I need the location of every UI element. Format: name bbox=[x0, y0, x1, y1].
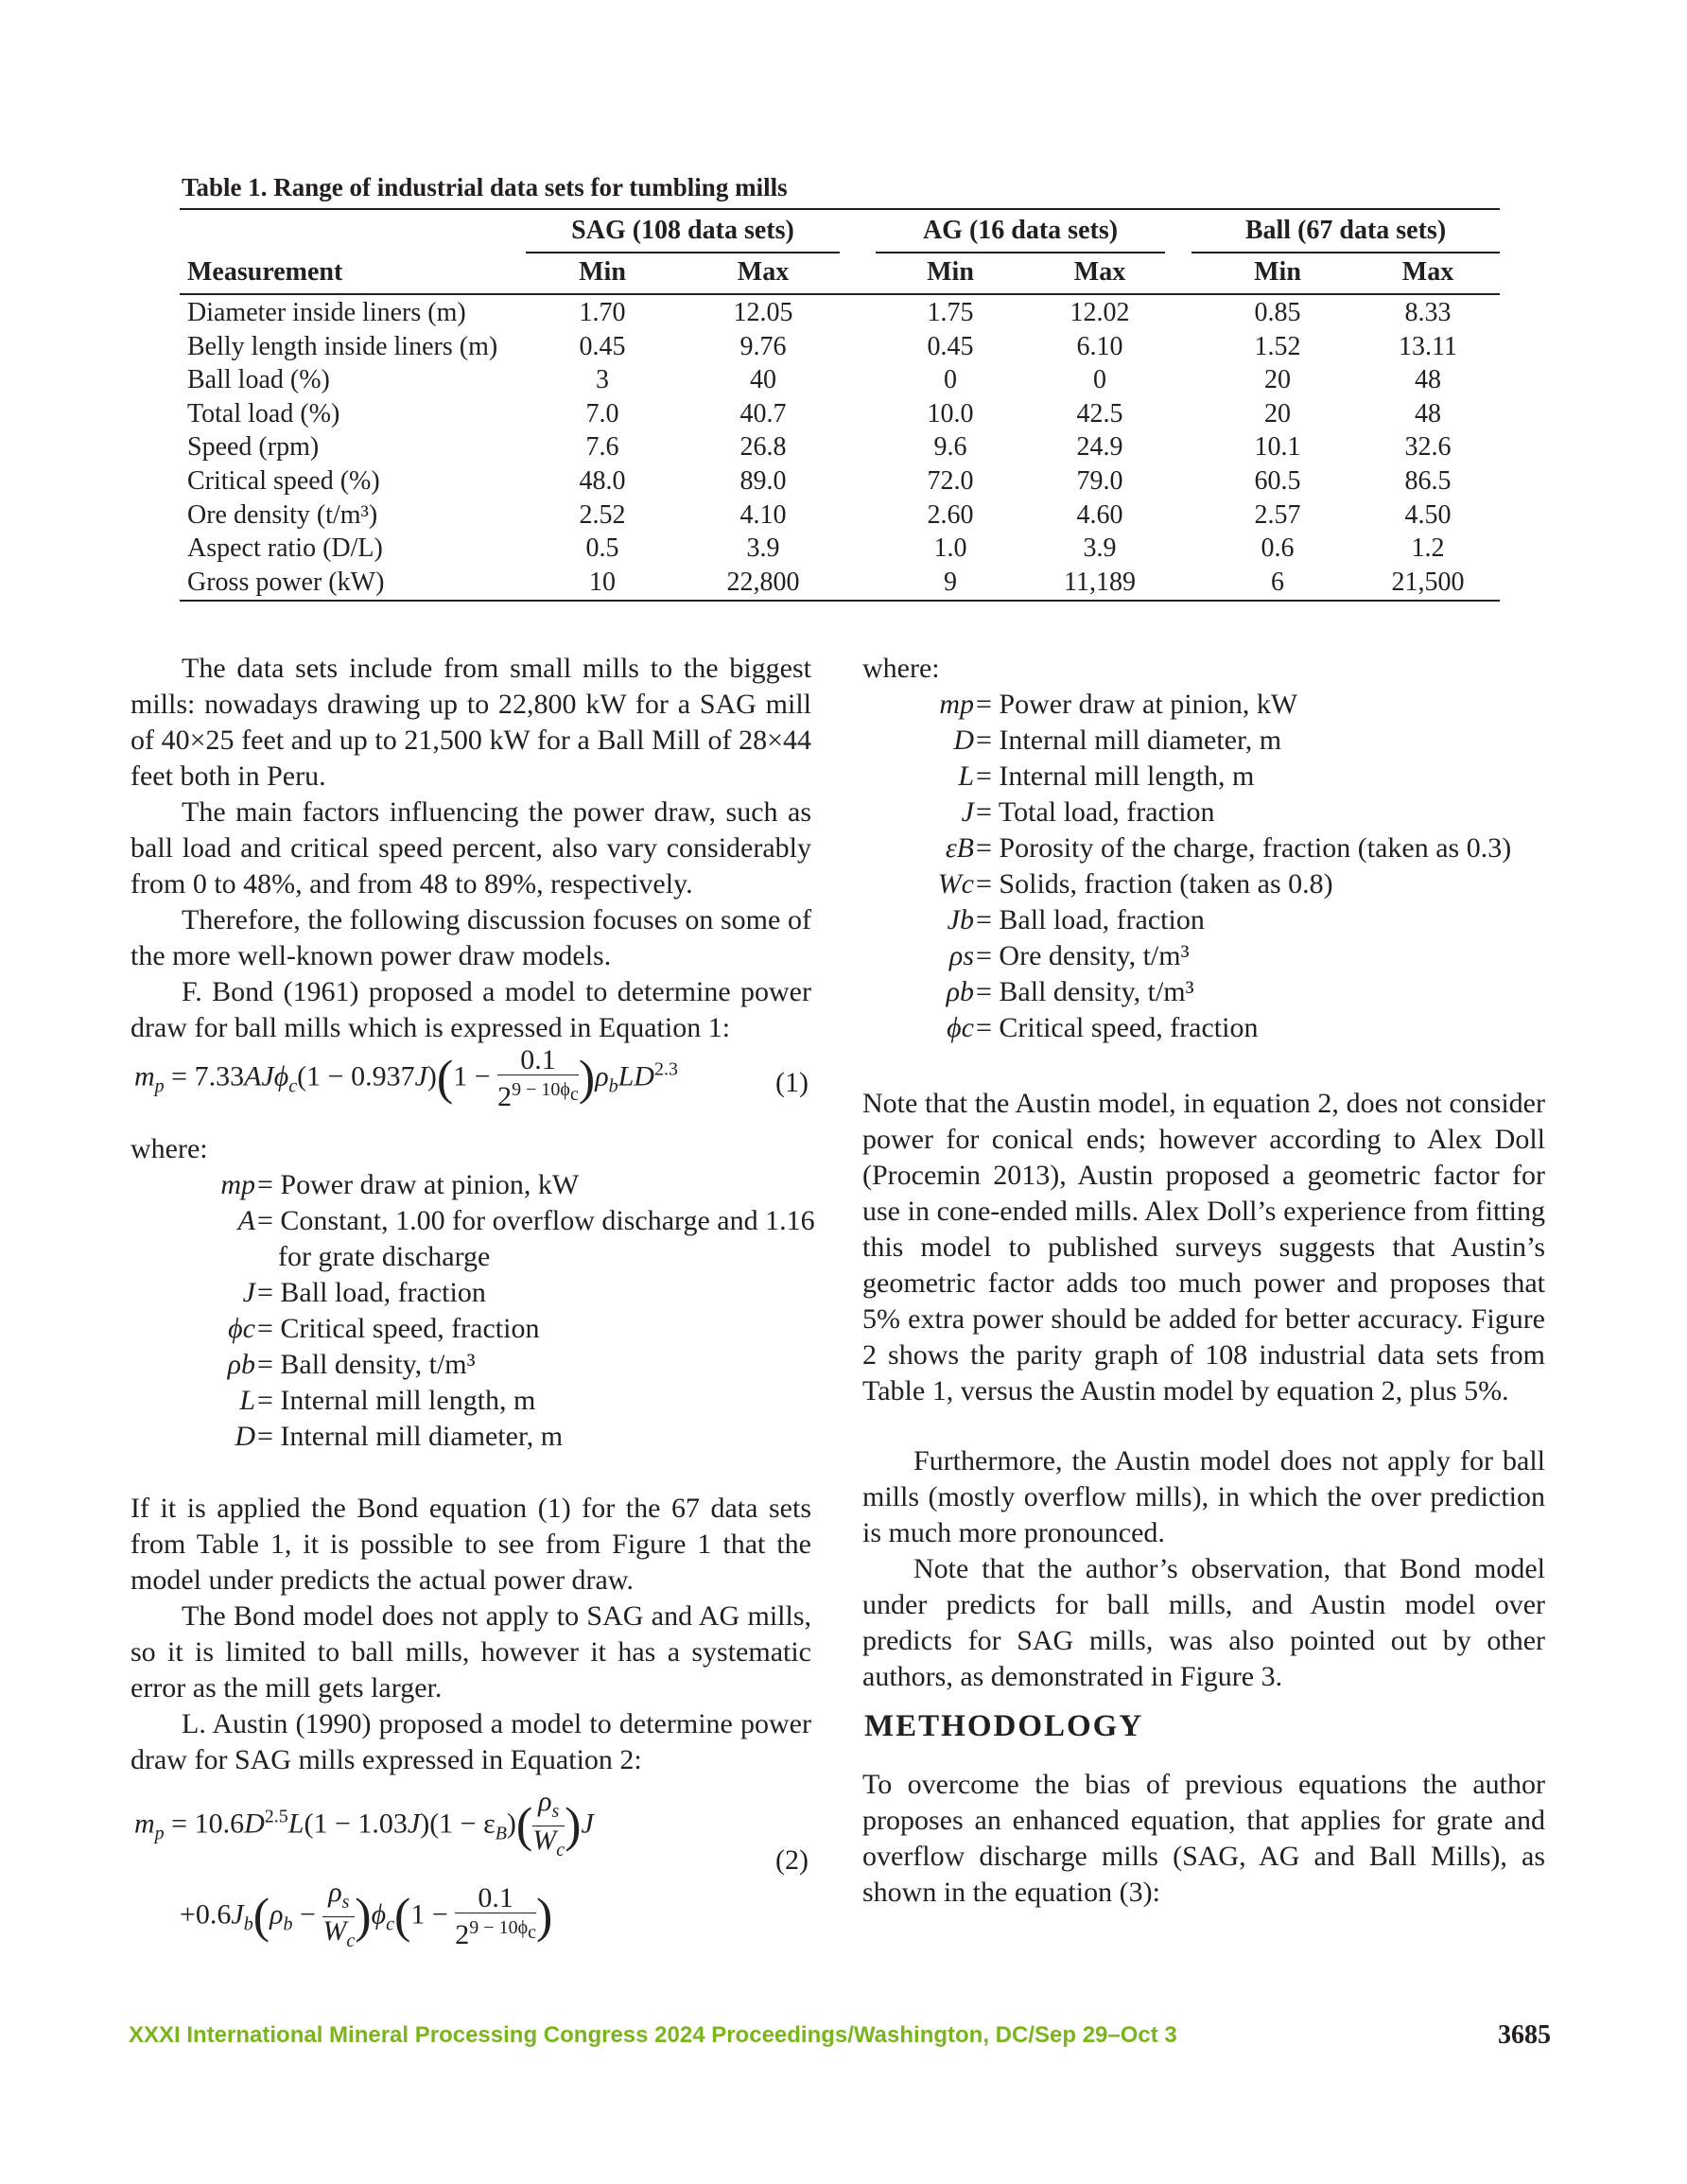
table-row-label: Diameter inside liners (m) bbox=[187, 298, 466, 327]
paragraph: Therefore, the following discussion focuses on some of the more well-known power draw models. bbox=[130, 904, 811, 971]
definition-text: = Internal mill length, m bbox=[257, 1385, 536, 1416]
table-cell: 40.7 bbox=[739, 398, 787, 428]
definition-text: = Constant, 1.00 for overflow discharge and 1.16 bbox=[257, 1205, 815, 1236]
table-cell: 1.52 bbox=[1254, 331, 1301, 361]
table-cell: 0 bbox=[1093, 365, 1106, 395]
table-bottom-rule bbox=[180, 600, 1500, 602]
definition-text: for grate discharge bbox=[278, 1241, 491, 1272]
section-heading: METHODOLOGY bbox=[864, 1709, 1144, 1743]
table-cell: 7.6 bbox=[585, 432, 619, 463]
col-header: Max bbox=[1073, 257, 1126, 287]
table-cell: 20 bbox=[1264, 398, 1291, 428]
definition-text: = Internal mill diameter, m bbox=[976, 725, 1282, 756]
definition-text: = Ball load, fraction bbox=[976, 904, 1205, 935]
definition-text: = Internal mill length, m bbox=[976, 760, 1255, 792]
table-cell: 79.0 bbox=[1076, 466, 1123, 496]
page-number: 3685 bbox=[1498, 2020, 1551, 2050]
definition-symbol: J bbox=[961, 796, 974, 828]
table-cell: 1.70 bbox=[579, 298, 626, 327]
table-cell: 72.0 bbox=[927, 466, 974, 496]
col-header: Min bbox=[579, 257, 626, 287]
definition-text: = Power draw at pinion, kW bbox=[257, 1169, 580, 1200]
table-cell: 2.60 bbox=[927, 499, 974, 530]
definition-row bbox=[130, 1383, 811, 1419]
group-header-ag: AG (16 data sets) bbox=[922, 216, 1119, 245]
paragraph: The main factors influencing the power draw, such as ball load and critical speed percent, also vary considerably from 0 to 48%, and from 48 to 89%, respectively. bbox=[130, 796, 811, 900]
definition-symbol: mp bbox=[939, 689, 974, 720]
group-rule-sag bbox=[526, 252, 840, 253]
definition-symbol: ρb bbox=[227, 1349, 255, 1380]
table-cell: 21,500 bbox=[1391, 567, 1465, 597]
table-cell: 3.9 bbox=[746, 533, 780, 564]
group-rule-ag bbox=[876, 252, 1165, 253]
paragraph: Furthermore, the Austin model does not apply for ball mills (mostly overflow mills), in which the over prediction is much more pronounced. bbox=[862, 1445, 1545, 1548]
table-cell: 10 bbox=[589, 567, 616, 597]
table-cell: 3 bbox=[596, 365, 609, 395]
equation-2-number: (2) bbox=[775, 1844, 809, 1876]
table-cell: 8.33 bbox=[1404, 298, 1452, 327]
table-cell: 12.05 bbox=[733, 298, 793, 327]
table-caption: Table 1. Range of industrial data sets for tumbling mills bbox=[182, 173, 788, 201]
group-rule-ball bbox=[1191, 252, 1500, 253]
table-top-rule bbox=[180, 208, 1500, 210]
col-header: Max bbox=[1401, 257, 1454, 287]
definition-symbol: J bbox=[242, 1277, 255, 1308]
table-cell: 40 bbox=[750, 365, 776, 395]
table-cell: 1.0 bbox=[933, 533, 967, 564]
definition-text: = Power draw at pinion, kW bbox=[976, 689, 1298, 720]
footer-text: XXXI International Mineral Processing Congress 2024 Proceedings/Washington, DC/Sep 29–Oct 3 bbox=[129, 2022, 1177, 2048]
definition-text: = Solids, fraction (taken as 0.8) bbox=[976, 868, 1333, 900]
table-cell: 11,189 bbox=[1064, 567, 1136, 597]
table-cell: 10.1 bbox=[1254, 432, 1301, 463]
definition-row bbox=[130, 1275, 811, 1311]
definition-row bbox=[862, 938, 1543, 974]
definition-text: = Critical speed, fraction bbox=[257, 1313, 540, 1344]
paragraph: L. Austin (1990) proposed a model to determine power draw for SAG mills expressed in Equation 2: bbox=[130, 1708, 811, 1775]
paragraph: To overcome the bias of previous equations the author proposes an enhanced equation, that applies for grate and overflow discharge mills (SAG, AG and Ball Mills), as shown in the equation (3): bbox=[862, 1769, 1545, 1908]
table-row-label: Gross power (kW) bbox=[187, 567, 385, 597]
col-header: Max bbox=[737, 257, 790, 287]
table-row-label: Critical speed (%) bbox=[187, 466, 380, 496]
table-cell: 0.6 bbox=[1261, 533, 1295, 564]
table-cell: 0.45 bbox=[927, 331, 974, 361]
definition-symbol: A bbox=[237, 1205, 255, 1236]
definition-symbol: ϕc bbox=[947, 1012, 974, 1043]
table-cell: 4.50 bbox=[1404, 499, 1452, 530]
equation-1-number: (1) bbox=[775, 1067, 809, 1098]
paragraph: If it is applied the Bond equation (1) for the 67 data sets from Table 1, it is possible to see from Figure 1 that the model under predicts the actual power draw. bbox=[130, 1493, 811, 1596]
table-cell: 22,800 bbox=[726, 567, 800, 597]
table-row-label: Speed (rpm) bbox=[187, 432, 320, 463]
definition-symbol: mp bbox=[220, 1169, 255, 1200]
table-cell: 48 bbox=[1415, 398, 1441, 428]
group-header-ball: Ball (67 data sets) bbox=[1244, 216, 1447, 245]
definition-symbol: L bbox=[239, 1385, 255, 1416]
definition-symbol: L bbox=[958, 760, 974, 792]
table-cell: 86.5 bbox=[1404, 466, 1452, 496]
paragraph: The Bond model does not apply to SAG and AG mills, so it is limited to ball mills, however it has a systematic error as the mill gets larger. bbox=[130, 1600, 811, 1704]
table-cell: 13.11 bbox=[1399, 331, 1457, 361]
table-row-label: Ball load (%) bbox=[187, 365, 330, 395]
definition-row bbox=[130, 1347, 811, 1383]
table-cell: 26.8 bbox=[739, 432, 787, 463]
definition-symbol: Jb bbox=[947, 904, 974, 935]
paragraph: Note that the Austin model, in equation 2, does not consider power for conical ends; however according to Alex Doll (Procemin 2013), Austin proposed a geometric factor for use in cone-ended mills. Alex Doll’s experience from fitting this model to published surveys suggests that Austin’s geometric factor adds too much power and proposes that 5% extra power should be added for better accuracy. Figure 2 shows the parity graph of 108 industrial data sets from Table 1, versus the Austin model by equation 2, plus 5%. bbox=[862, 1088, 1545, 1406]
table-row-label: Belly length inside liners (m) bbox=[187, 331, 498, 361]
equation-2-line-1: $m_p = 10.6D^{2.5}L(1 - 1.03J)(1 - \varepsilon_B)$( $\frac{\rho_s}{W_c}$ )J bbox=[134, 1786, 594, 1861]
definition-symbol: Wc bbox=[937, 868, 974, 900]
table-row-label: Aspect ratio (D/L) bbox=[187, 533, 383, 564]
definition-text: = Critical speed, fraction bbox=[976, 1012, 1259, 1043]
table-cell: 0 bbox=[944, 365, 957, 395]
paragraph: F. Bond (1961) proposed a model to determine power draw for ball mills which is expressed in Equation 1: bbox=[130, 976, 811, 1043]
table-header-rule bbox=[180, 293, 1500, 295]
definition-row bbox=[862, 795, 1543, 830]
definition-row bbox=[130, 1311, 811, 1347]
table-cell: 20 bbox=[1264, 365, 1291, 395]
table-cell: 1.2 bbox=[1411, 533, 1445, 564]
where-label: where: bbox=[862, 653, 940, 684]
table-cell: 1.75 bbox=[927, 298, 974, 327]
equation-2-line-2: $+0.6J_b(\rho_b$ − $\frac{\rho_s}{W_c}$ )$\phi_c(1$ − $\frac{0.1}{2^{9 - 10\phi_c}}$ ) bbox=[180, 1877, 553, 1951]
table-row-label: Total load (%) bbox=[187, 398, 340, 428]
definition-row bbox=[862, 830, 1543, 866]
table-cell: 12.02 bbox=[1070, 298, 1130, 327]
definition-text: = Ball density, t/m³ bbox=[257, 1349, 476, 1380]
table-row-label: Ore density (t/m³) bbox=[187, 499, 378, 530]
definition-text: = Ore density, t/m³ bbox=[976, 940, 1190, 971]
table-cell: 4.10 bbox=[739, 499, 787, 530]
definition-row bbox=[862, 902, 1543, 938]
table-cell: 10.0 bbox=[927, 398, 974, 428]
definitions-list-2 bbox=[862, 687, 1543, 1046]
definition-row bbox=[862, 723, 1543, 759]
table-cell: 0.45 bbox=[579, 331, 626, 361]
table-cell: 9 bbox=[944, 567, 957, 597]
table-cell: 32.6 bbox=[1404, 432, 1452, 463]
definition-text: = Internal mill diameter, m bbox=[257, 1421, 564, 1452]
table-cell: 48 bbox=[1415, 365, 1441, 395]
paragraph: Note that the author’s observation, that Bond model under predicts for ball mills, and Austin model over predicts for SAG mills, was also pointed out by other authors, as demonstrated in Figure 3. bbox=[862, 1553, 1545, 1692]
table-cell: 9.6 bbox=[933, 432, 967, 463]
definition-row bbox=[862, 974, 1543, 1010]
measurement-header: Measurement bbox=[187, 257, 343, 287]
definition-text: = Porosity of the charge, fraction (taken as 0.3) bbox=[976, 832, 1512, 864]
definition-symbol: εB bbox=[945, 832, 974, 864]
definitions-list-1 bbox=[130, 1167, 815, 1455]
definition-row bbox=[130, 1419, 811, 1455]
definition-symbol: ρs bbox=[948, 940, 974, 971]
table-cell: 3.9 bbox=[1083, 533, 1117, 564]
table-cell: 48.0 bbox=[579, 466, 626, 496]
equation-1: $m_p = 7.33AJ\phi_c(1 - 0.937J)(1$ − $\frac{0.1}{2^{9 - 10\phi_c}}$ )$\rho_bLD^{2.3}$ bbox=[134, 1044, 678, 1112]
definition-row bbox=[862, 1010, 1543, 1046]
definition-symbol: D bbox=[235, 1421, 255, 1452]
col-header: Min bbox=[927, 257, 974, 287]
table-cell: 0.5 bbox=[585, 533, 619, 564]
table-cell: 4.60 bbox=[1076, 499, 1123, 530]
definition-text: = Ball load, fraction bbox=[257, 1277, 486, 1308]
group-header-sag: SAG (108 data sets) bbox=[571, 216, 794, 245]
table-cell: 6 bbox=[1271, 567, 1284, 597]
definition-symbol: ρb bbox=[946, 976, 974, 1007]
definition-row bbox=[862, 866, 1543, 902]
table-cell: 89.0 bbox=[739, 466, 787, 496]
table-cell: 60.5 bbox=[1254, 466, 1301, 496]
definition-row bbox=[130, 1239, 811, 1275]
table-cell: 7.0 bbox=[585, 398, 619, 428]
table-cell: 0.85 bbox=[1254, 298, 1301, 327]
paragraph: The data sets include from small mills to the biggest mills: nowadays drawing up to 22,800 kW for a SAG mill of 40×25 feet and up to 21,500 kW for a Ball Mill of 28×44 feet both in Peru. bbox=[130, 653, 811, 792]
col-header: Min bbox=[1254, 257, 1301, 287]
definition-symbol: ϕc bbox=[228, 1313, 255, 1344]
table-cell: 2.52 bbox=[579, 499, 626, 530]
definition-symbol: D bbox=[953, 725, 974, 756]
where-label: where: bbox=[130, 1133, 208, 1164]
table-cell: 9.76 bbox=[739, 331, 787, 361]
definition-row bbox=[130, 1167, 811, 1203]
definition-row bbox=[862, 759, 1543, 795]
definition-row bbox=[862, 687, 1543, 723]
definition-text: = Ball density, t/m³ bbox=[976, 976, 1194, 1007]
table-cell: 24.9 bbox=[1076, 432, 1123, 463]
table-cell: 6.10 bbox=[1076, 331, 1123, 361]
definition-row bbox=[130, 1203, 815, 1239]
table-cell: 2.57 bbox=[1254, 499, 1301, 530]
definition-text: = Total load, fraction bbox=[976, 796, 1215, 828]
table-cell: 42.5 bbox=[1076, 398, 1123, 428]
